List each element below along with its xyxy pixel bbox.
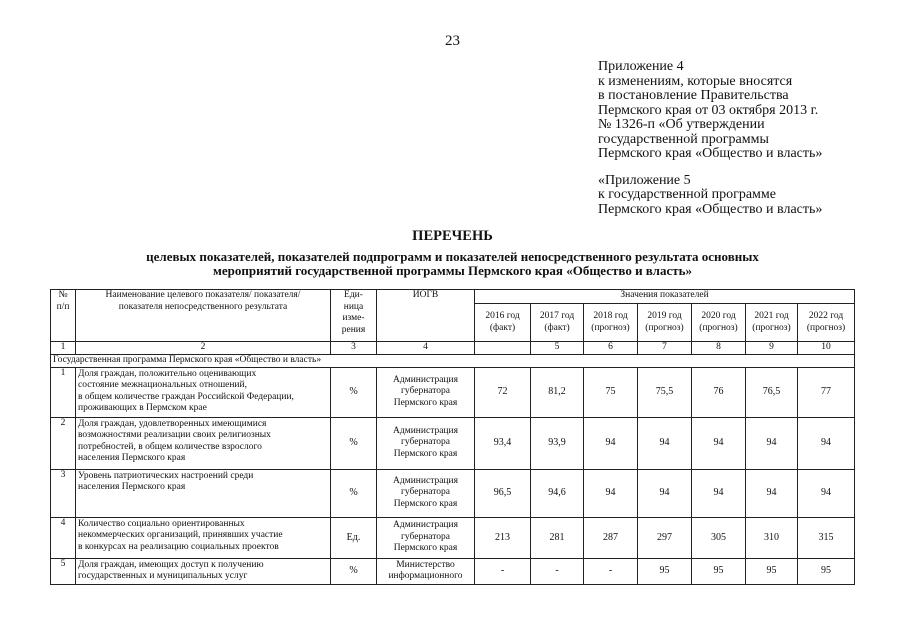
- col-header-year: 2021 год (прогноз): [746, 304, 798, 342]
- value-cell: -: [584, 558, 638, 584]
- program-row-title: Государственная программа Пермского края «Общество и власть»: [51, 354, 855, 367]
- value-cell: 77: [798, 367, 855, 417]
- value-cell: 94: [692, 469, 746, 517]
- appendix-line: к изменениям, которые вносятся: [598, 73, 793, 89]
- row-number: 5: [51, 558, 76, 584]
- col-header-year: 2018 год (прогноз): [584, 304, 638, 342]
- row-number: 4: [51, 517, 76, 558]
- value-cell: 75,5: [638, 367, 692, 417]
- index-row: [51, 342, 855, 355]
- indicator-name: Доля граждан, имеющих доступ к получению государственных и муниципальных услуг: [76, 558, 331, 584]
- col-header-year: 2022 год (прогноз): [798, 304, 855, 342]
- unit-cell: Ед.: [331, 517, 377, 558]
- appendix-line: «Приложение 5: [598, 172, 691, 188]
- value-cell: 95: [692, 558, 746, 584]
- value-cell: 94,6: [531, 469, 584, 517]
- appendix-line: № 1326-п «Об утверждении: [598, 117, 765, 132]
- index-cell: 1: [51, 342, 76, 355]
- value-cell: 72: [475, 367, 531, 417]
- col-header-unit: Еди- ница изме- рения: [331, 290, 377, 342]
- document-title: ПЕРЕЧЕНЬ: [412, 228, 493, 244]
- table-row: [51, 417, 855, 469]
- row-number: 1: [51, 367, 76, 417]
- value-cell: 75: [584, 367, 638, 417]
- index-cell: 10: [798, 342, 855, 355]
- iogv-cell: Администрация губернатора Пермского края: [377, 417, 475, 469]
- value-cell: 76: [692, 367, 746, 417]
- col-header-iogv: ИОГВ: [377, 290, 475, 342]
- value-cell: 93,9: [531, 417, 584, 469]
- table-row: [51, 367, 855, 417]
- value-cell: 94: [638, 417, 692, 469]
- appendix-line: государственной программы: [598, 131, 769, 147]
- index-cell: 9: [746, 342, 798, 355]
- value-cell: 281: [531, 517, 584, 558]
- appendix-block: [598, 60, 822, 217]
- iogv-cell: Министерство информационного: [377, 558, 475, 584]
- indicator-name: Доля граждан, удовлетворенных имеющимися возможностями реализации своих религиозных потребностей, в общем количестве взрослого населения Пермского края: [76, 417, 331, 469]
- table-row: [51, 517, 855, 558]
- index-cell: 5: [531, 342, 584, 355]
- appendix-line: Пермского края от 03 октября 2013 г.: [598, 102, 819, 118]
- value-cell: 93,4: [475, 417, 531, 469]
- index-cell: 3: [331, 342, 377, 355]
- table-row: [51, 558, 855, 584]
- iogv-cell: Администрация губернатора Пермского края: [377, 469, 475, 517]
- col-header-year: 2020 год (прогноз): [692, 304, 746, 342]
- indicator-name: Количество социально ориентированных некоммерческих организаций, принявших участие в конкурсах на реализацию социальных проектов: [76, 517, 331, 558]
- page-number: 23: [445, 33, 460, 49]
- value-cell: 297: [638, 517, 692, 558]
- unit-cell: %: [331, 417, 377, 469]
- appendix-line: Приложение 4: [598, 59, 684, 74]
- row-number: 2: [51, 417, 76, 469]
- index-cell: 7: [638, 342, 692, 355]
- index-cell: 2: [76, 342, 331, 355]
- value-cell: 94: [746, 417, 798, 469]
- appendix-line: к государственной программе: [598, 187, 776, 202]
- document-subtitle: [100, 250, 805, 278]
- value-cell: 310: [746, 517, 798, 558]
- appendix-line: в постановление Правительства: [598, 88, 789, 103]
- unit-cell: %: [331, 367, 377, 417]
- value-cell: 94: [638, 469, 692, 517]
- table-row: [51, 469, 855, 517]
- value-cell: 95: [746, 558, 798, 584]
- value-cell: -: [531, 558, 584, 584]
- appendix-line: Пермского края «Общество и власть»: [598, 201, 823, 217]
- value-cell: 94: [798, 417, 855, 469]
- col-header-no: № п/п: [51, 290, 76, 342]
- col-header-values: Значения показателей: [475, 290, 855, 304]
- value-cell: 81,2: [531, 367, 584, 417]
- value-cell: 96,5: [475, 469, 531, 517]
- row-number: 3: [51, 469, 76, 517]
- value-cell: 94: [692, 417, 746, 469]
- value-cell: 94: [798, 469, 855, 517]
- value-cell: 305: [692, 517, 746, 558]
- subtitle-line: целевых показателей, показателей подпрограмм и показателей непосредственного результата основных: [146, 249, 759, 264]
- iogv-cell: Администрация губернатора Пермского края: [377, 517, 475, 558]
- subtitle-line: мероприятий государственной программы Пермского края «Общество и власть»: [213, 263, 692, 278]
- col-header-year: 2019 год (прогноз): [638, 304, 692, 342]
- col-header-year: 2017 год (факт): [531, 304, 584, 342]
- program-row: [51, 354, 855, 367]
- value-cell: 213: [475, 517, 531, 558]
- value-cell: 95: [798, 558, 855, 584]
- unit-cell: %: [331, 558, 377, 584]
- value-cell: 95: [638, 558, 692, 584]
- value-cell: 94: [584, 469, 638, 517]
- value-cell: -: [475, 558, 531, 584]
- col-header-year: 2016 год (факт): [475, 304, 531, 342]
- unit-cell: %: [331, 469, 377, 517]
- value-cell: 76,5: [746, 367, 798, 417]
- col-header-name: Наименование целевого показателя/ показателя/ показателя непосредственного результата: [76, 290, 331, 342]
- index-cell: 8: [692, 342, 746, 355]
- value-cell: 287: [584, 517, 638, 558]
- value-cell: 315: [798, 517, 855, 558]
- indicators-table: [50, 289, 855, 585]
- appendix-line: Пермского края «Общество и власть»: [598, 146, 823, 161]
- value-cell: 94: [584, 417, 638, 469]
- index-cell: 4: [377, 342, 475, 355]
- index-cell: 6: [584, 342, 638, 355]
- indicator-name: Уровень патриотических настроений среди населения Пермского края: [76, 469, 331, 517]
- value-cell: 94: [746, 469, 798, 517]
- iogv-cell: Администрация губернатора Пермского края: [377, 367, 475, 417]
- index-cell: [475, 342, 531, 355]
- indicator-name: Доля граждан, положительно оценивающих состояние межнациональных отношений, в общем количестве граждан Российской Федерации, проживающих в Пермском крае: [76, 367, 331, 417]
